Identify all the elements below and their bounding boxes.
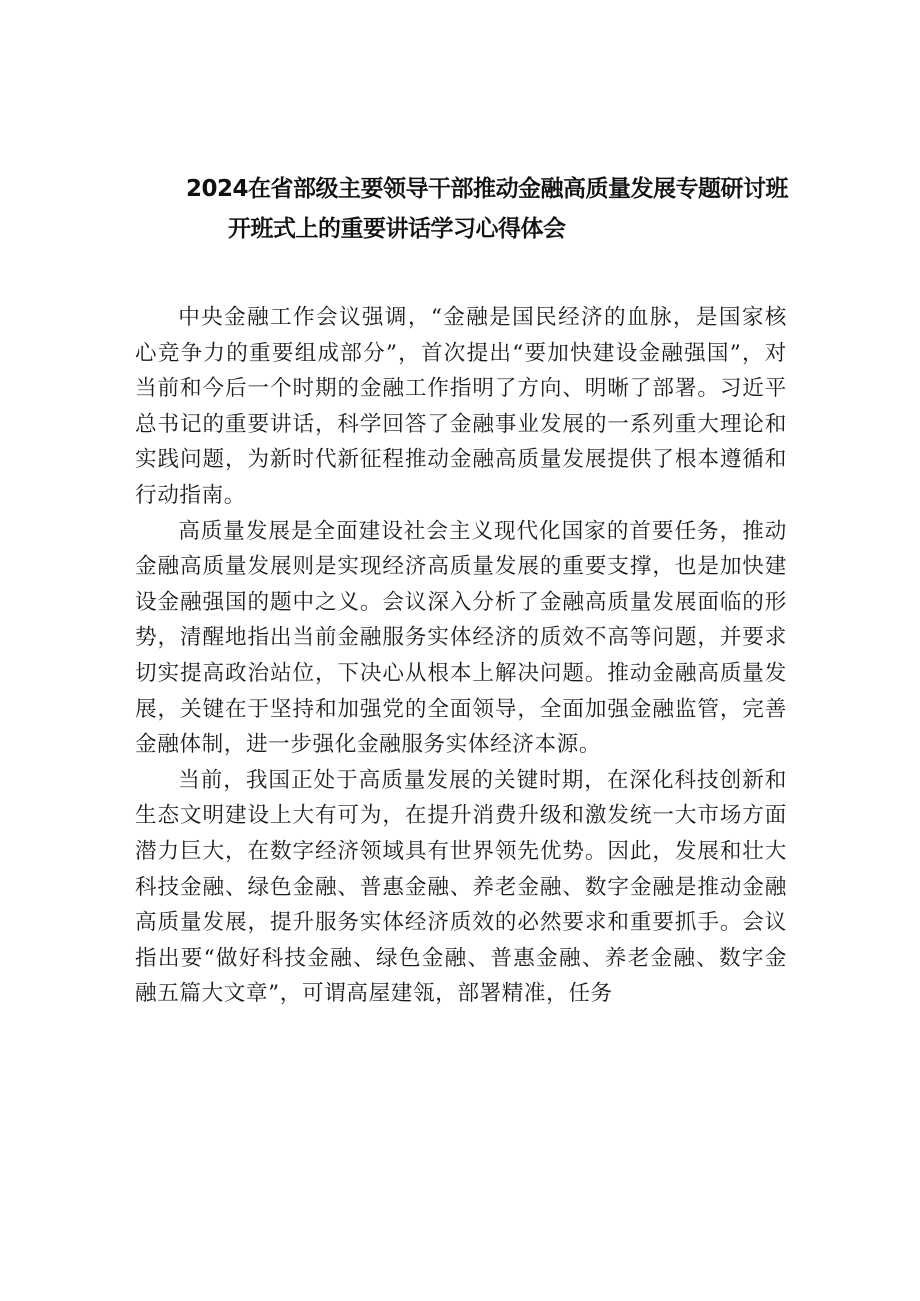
document-title-line-1: 2024在省部级主要领导干部推动金融高质量发展专题研讨班 bbox=[186, 176, 789, 202]
document-body bbox=[135, 300, 787, 1012]
paragraph-3: 当前，我国正处于高质量发展的关键时期，在深化科技创新和生态文明建设上大有可为，在提升消费升级和激发统一大市场方面潜力巨大，在数字经济领域具有世界领先优势。因此，发展和壮大科技金融、绿色金融、普惠金融、养老金融、数字金融是推动金融高质量发展，提升服务实体经济质效的必然要求和重要抓手。会议指出要“做好科技金融、绿色金融、普惠金融、养老金融、数字金融五篇大文章”，可谓高屋建瓴，部署精准，任务 bbox=[135, 767, 787, 1007]
paragraph-1: 中央金融工作会议强调，“金融是国民经济的血脉，是国家核心竞争力的重要组成部分”，首次提出“要加快建设金融强国”，对当前和今后一个时期的金融工作指明了方向、明晰了部署。习近平总书记的重要讲话，科学回答了金融事业发展的一系列重大理论和实践问题，为新时代新征程推动金融高质量发展提供了根本遵循和行动指南。 bbox=[135, 305, 787, 508]
document-title-line-2: 开班式上的重要讲话学习心得体会 bbox=[228, 216, 566, 242]
paragraph-2: 高质量发展是全面建设社会主义现代化国家的首要任务，推动金融高质量发展则是实现经济高质量发展的重要支撑，也是加快建设金融强国的题中之义。会议深入分析了金融高质量发展面临的形势，清醒地指出当前金融服务实体经济的质效不高等问题，并要求切实提高政治站位，下决心从根本上解决问题。推动金融高质量发展，关键在于坚持和加强党的全面领导，全面加强金融监管，完善金融体制，进一步强化金融服务实体经济本源。 bbox=[135, 518, 787, 758]
